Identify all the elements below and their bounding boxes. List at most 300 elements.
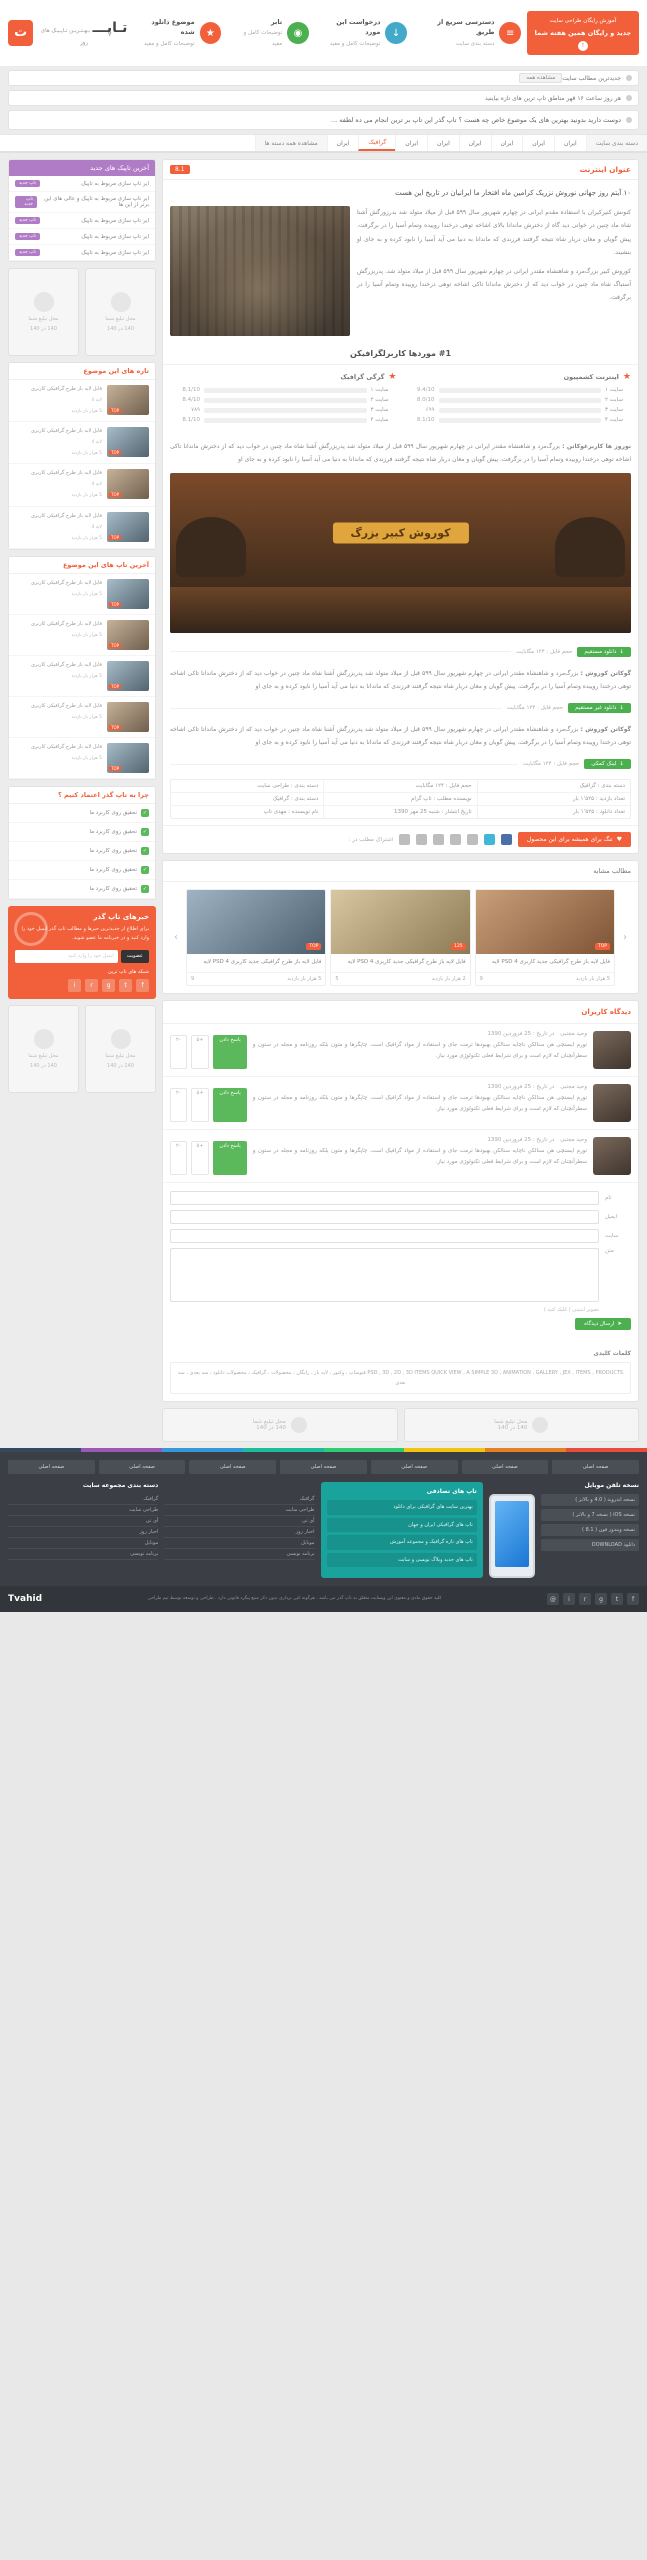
nav-item-5-label: ایران bbox=[405, 139, 419, 147]
send-icon: ➤ bbox=[617, 1321, 622, 1328]
share-label: اشتراک مطلب در : bbox=[348, 836, 393, 843]
download-button-2 bbox=[568, 703, 631, 713]
top-badge: TOP bbox=[111, 601, 120, 607]
star-icon: ★ bbox=[388, 372, 397, 383]
footer-link[interactable]: گرافیک bbox=[164, 1494, 314, 1505]
item-title: فایل لایه باز طرح گرافیکی کاربری bbox=[31, 512, 102, 519]
footer-link[interactable]: موبایل bbox=[164, 1538, 314, 1549]
why-item bbox=[9, 842, 155, 861]
footer-link[interactable]: اخبار روز bbox=[8, 1527, 158, 1538]
item-title: فایل لایه باز طرح گرافیکی کاربری bbox=[31, 579, 102, 586]
mail-icon[interactable]: @ bbox=[547, 1593, 559, 1605]
download-button-1 bbox=[577, 647, 631, 657]
footer-tab[interactable]: صفحه اصلی bbox=[8, 1460, 95, 1474]
mail-icon[interactable] bbox=[433, 834, 444, 845]
nav-item-graphics[interactable] bbox=[358, 135, 395, 151]
nav-item-0[interactable] bbox=[554, 135, 586, 151]
footer-random-item[interactable]: تاپ های گرافیکی ایران و جهان bbox=[327, 1518, 477, 1533]
rating-score: 8.1/10 bbox=[416, 417, 435, 424]
main-column bbox=[162, 159, 639, 1448]
item-views: 5 هزار بار بازدید bbox=[71, 632, 102, 638]
gift-icon: ★ bbox=[200, 22, 221, 44]
nav-item-7-label: ایران bbox=[336, 139, 350, 147]
rss-icon[interactable]: r bbox=[579, 1593, 591, 1605]
why-item bbox=[9, 823, 155, 842]
footer-color-strip bbox=[0, 1448, 647, 1452]
nav-item-2[interactable] bbox=[491, 135, 523, 151]
list-item[interactable] bbox=[475, 889, 615, 986]
list-item[interactable] bbox=[9, 422, 155, 464]
topic-label: ایر تاپ سازی مربوط به تاپیک bbox=[81, 217, 149, 224]
downvote-button[interactable]: -۲ bbox=[170, 1088, 187, 1122]
topic-pill: تاپ جدید bbox=[15, 233, 40, 240]
rss-icon[interactable]: r bbox=[85, 979, 98, 992]
email-field[interactable] bbox=[170, 1210, 599, 1224]
sidebar-ads bbox=[8, 268, 156, 356]
sidebar-topic-item[interactable] bbox=[9, 245, 155, 261]
block-1 bbox=[170, 667, 631, 693]
footer-tab[interactable]: صفحه اصلی bbox=[99, 1460, 186, 1474]
footer-random-item[interactable]: بهترین سایت های گرافیکی برای دانلود bbox=[327, 1500, 477, 1515]
article-header bbox=[163, 160, 638, 180]
promo-box[interactable] bbox=[527, 11, 639, 55]
ad-box[interactable] bbox=[8, 268, 79, 356]
notice-row-1[interactable] bbox=[8, 70, 639, 86]
message-label: متن bbox=[605, 1248, 614, 1255]
rating-score: 8.4/10 bbox=[182, 397, 200, 404]
topic-label: ایر تاپ سازی مربوط به تاپیک bbox=[81, 233, 149, 240]
nav-item-7[interactable] bbox=[327, 135, 359, 151]
slider-next-icon[interactable]: › bbox=[174, 932, 179, 944]
top-badge: 125 bbox=[451, 943, 466, 950]
ad-size: 140 در 140 bbox=[497, 1425, 528, 1432]
block-2-title: گوکاتن کوروش : bbox=[580, 726, 631, 734]
item-meta: لایه 4 bbox=[91, 482, 102, 488]
nav-item-4[interactable] bbox=[427, 135, 459, 151]
topic-label: ایر تاپ سازی مربوط به تاپیک و عالی های این برتر از این ها bbox=[44, 196, 149, 208]
download-row-3[interactable] bbox=[163, 755, 638, 773]
logo-mark-icon: ت bbox=[8, 20, 33, 46]
footer-link[interactable]: طراحی سایت bbox=[8, 1505, 158, 1516]
notice-1-button[interactable]: مشاهده همه bbox=[519, 73, 562, 83]
dot-icon bbox=[626, 117, 632, 123]
notice-row-3[interactable] bbox=[8, 110, 639, 130]
item-views: 5 هزار بار بازدید bbox=[71, 591, 102, 597]
item-meta: لایه 4 bbox=[91, 440, 102, 446]
image-icon bbox=[34, 292, 54, 312]
footer-tab[interactable]: صفحه اصلی bbox=[552, 1460, 639, 1474]
promo-line2: جدید و رایگان همین هفته شما bbox=[534, 29, 632, 38]
comment-form bbox=[163, 1183, 638, 1343]
twitter-icon[interactable]: t bbox=[119, 979, 132, 992]
tags-head: کلمات کلیدی bbox=[593, 1350, 631, 1358]
reply-button[interactable]: پاسخ دادن bbox=[213, 1088, 246, 1122]
article-card bbox=[162, 159, 639, 854]
subscribe-button[interactable]: عضویت bbox=[121, 950, 149, 963]
promo-line1: آموزش رایگان طراحی سایت bbox=[549, 18, 617, 25]
comment-author: وحید مجتبی bbox=[560, 1137, 587, 1144]
info-cell: نام نویسنده : مهدی تاپ bbox=[263, 809, 319, 816]
topic-label: ایر تاپ سازی مربوط به تاپیک bbox=[81, 249, 149, 256]
content-grid bbox=[0, 153, 647, 1448]
googleplus-icon[interactable]: g bbox=[102, 979, 115, 992]
sidebar-topic-item[interactable] bbox=[9, 229, 155, 245]
instagram-icon[interactable]: i bbox=[68, 979, 81, 992]
download-icon: ↓ bbox=[385, 22, 406, 44]
block-2 bbox=[170, 723, 631, 749]
nav-item-4-label: ایران bbox=[437, 139, 450, 147]
why-label: تحقیق روی کاربرد ما bbox=[89, 866, 137, 873]
ad-box[interactable] bbox=[8, 1005, 79, 1093]
comments-card bbox=[162, 1000, 639, 1402]
item-meta: لایه 4 bbox=[91, 524, 102, 530]
menu-icon: ≡ bbox=[499, 22, 520, 44]
ad-size: 140 در 140 bbox=[107, 1062, 134, 1069]
list-item[interactable] bbox=[9, 697, 155, 738]
notice-2-text: هر روز ساعت ۱۶ قهر مناطق تاپ ترین های تازه بیاینید bbox=[485, 94, 621, 102]
top-feature-1-title: موضوع دانلود شده bbox=[151, 18, 195, 36]
info-cell: حجم فایل : ۱۲۴ مگابایت bbox=[323, 780, 476, 792]
article-paragraph-2: کوروش کبیر بزرگ‌مرد و شاهنشاه مقتدر ایرانی در چهارم شهریور سال ۵۹۹ قبل از میلاد متولد شد. پدربزرگش آستیاگ شاه ماد چنین در خواب دید که از دخترش ماندانا تاکی اشاخه توهی درخندا روییده وتمام آسیا را در برگرفت. bbox=[357, 268, 631, 302]
why-item bbox=[9, 880, 155, 899]
article-title: ۱۰ آیتم روز جهانی نوروش نزریک کرامین ماه افتخار ما ایرانیان در تاریخ این هست bbox=[395, 189, 631, 197]
email-label: ایمیل bbox=[605, 1214, 618, 1221]
article-header-title: عنوان اینترنت bbox=[579, 165, 631, 174]
download-icon: ↓ bbox=[619, 761, 624, 768]
rating-col-1 bbox=[170, 372, 397, 427]
related-head: مطالب مشابه bbox=[163, 861, 638, 882]
footer-phone-item[interactable]: نسخه iOS ( نسخه 7 و بالاتر ) bbox=[541, 1509, 639, 1521]
facebook-icon[interactable]: f bbox=[627, 1593, 639, 1605]
related-card bbox=[162, 860, 639, 994]
footer-random-head: تاپ های تصادفی bbox=[426, 1488, 477, 1496]
ad-box[interactable] bbox=[404, 1408, 640, 1442]
footer-phone-item[interactable]: نسخه اندروید ( 4.0 و بالاتر ) bbox=[541, 1494, 639, 1506]
article-hero-image bbox=[170, 206, 350, 336]
googleplus-icon[interactable] bbox=[467, 834, 478, 845]
rss-icon[interactable] bbox=[399, 834, 410, 845]
slider-prev-icon[interactable]: ‹ bbox=[623, 932, 627, 944]
footer-tab[interactable]: صفحه اصلی bbox=[462, 1460, 549, 1474]
nav-view-all[interactable] bbox=[255, 135, 327, 151]
upvote-button[interactable]: +۵ bbox=[191, 1035, 210, 1069]
rating-score: 8.1/10 bbox=[182, 417, 200, 424]
list-item[interactable] bbox=[9, 507, 155, 549]
name-label: نام bbox=[605, 1195, 612, 1202]
ad-size: 140 در 140 bbox=[30, 1062, 57, 1069]
ad-box[interactable] bbox=[162, 1408, 398, 1442]
comment-item bbox=[163, 1130, 638, 1183]
related-count: 5 bbox=[335, 976, 339, 983]
footer-random-item[interactable]: تاپ های تازه گرافیک و مجموعه آموزش bbox=[327, 1535, 477, 1550]
footer-bottom bbox=[0, 1586, 647, 1612]
related-caption: فایل لایه باز طرح گرافیکی جدید کاربری PSD 4 لایه bbox=[203, 959, 322, 966]
sidebar-topic-item[interactable] bbox=[9, 176, 155, 192]
footer-link[interactable]: برنامه نویسی bbox=[164, 1549, 314, 1560]
tags-section bbox=[163, 1343, 638, 1401]
list-item[interactable] bbox=[9, 738, 155, 779]
related-caption: فایل لایه باز طرح گرافیکی جدید کاربری PSD 4 لایه bbox=[347, 959, 466, 966]
rating-label: سایت ۱ bbox=[605, 387, 623, 394]
item-views: 5 هزار بار بازدید bbox=[71, 409, 102, 415]
upvote-button[interactable]: +۵ bbox=[191, 1141, 210, 1175]
bottom-ads bbox=[162, 1408, 639, 1448]
top-feature-4[interactable] bbox=[413, 18, 527, 48]
linkedin-icon[interactable] bbox=[450, 834, 461, 845]
message-textarea[interactable] bbox=[170, 1248, 599, 1302]
rating-score: 8.1/10 bbox=[182, 387, 200, 394]
top-badge: TOP bbox=[111, 765, 120, 771]
downvote-button[interactable]: -۲ bbox=[170, 1141, 187, 1175]
rating-score: ۶۹۹ bbox=[425, 407, 435, 414]
footer-col-phone bbox=[489, 1482, 639, 1578]
top-feature-1-sub: توضیحات کامل و مفید bbox=[143, 40, 195, 47]
why-item bbox=[9, 861, 155, 880]
footer-phone-item[interactable]: نسخه ویندوز فون ( 8.1 ) bbox=[541, 1524, 639, 1536]
table-row bbox=[171, 780, 630, 793]
item-title: فایل لایه باز طرح گرافیکی کاربری bbox=[31, 386, 102, 392]
nav-item-5[interactable] bbox=[395, 135, 427, 151]
top-feature-4-title: دسترسی سریع از طریق bbox=[437, 18, 495, 36]
avatar bbox=[593, 1084, 631, 1122]
sidebar-bottom-ads bbox=[8, 1005, 156, 1093]
sidebar-latest-head: آخرین تاپ های این موضوع bbox=[9, 557, 155, 574]
footer-random-item[interactable]: تاپ های جدید وبلاگ نویسی و سایت bbox=[327, 1553, 477, 1568]
why-label: تحقیق روی کاربرد ما bbox=[89, 847, 137, 854]
logo-main: تـاپـــ bbox=[92, 20, 128, 37]
submit-button-label: ارسال دیدگاه bbox=[584, 1321, 615, 1328]
top-feature-3[interactable] bbox=[315, 18, 413, 48]
comment-author: وحید مجتبی bbox=[560, 1031, 587, 1038]
nav-item-3[interactable] bbox=[459, 135, 491, 151]
notice-row-2[interactable] bbox=[8, 90, 639, 106]
download-button-3-label: لینک کمکی bbox=[591, 761, 617, 768]
item-views: 5 هزار بار بازدید bbox=[71, 451, 102, 457]
footer-link[interactable]: گرافیک bbox=[8, 1494, 158, 1505]
footer-tabs bbox=[8, 1460, 639, 1474]
ad-box[interactable] bbox=[85, 268, 156, 356]
submit-button[interactable] bbox=[575, 1318, 631, 1330]
list-item[interactable] bbox=[9, 380, 155, 422]
download-button-2-label: دانلود غیر مستقیم bbox=[575, 705, 617, 712]
footer-tab[interactable]: صفحه اصلی bbox=[371, 1460, 458, 1474]
sidebar-latest bbox=[8, 556, 156, 780]
list-item[interactable] bbox=[9, 574, 155, 615]
rating-score: 8.0/10 bbox=[416, 397, 435, 404]
avatar bbox=[593, 1137, 631, 1175]
twitter-icon[interactable]: t bbox=[611, 1593, 623, 1605]
block-1-title: گوکاتن کوروش : bbox=[580, 669, 631, 677]
footer-link[interactable]: طراحی سایت bbox=[164, 1505, 314, 1516]
footer-tab[interactable]: صفحه اصلی bbox=[189, 1460, 276, 1474]
top-badge: TOP bbox=[111, 450, 120, 456]
name-field[interactable] bbox=[170, 1191, 599, 1205]
top-badge: TOP bbox=[306, 943, 321, 950]
site-label: سایت bbox=[605, 1233, 619, 1240]
nav-item-2-label: ایران bbox=[500, 139, 514, 147]
pinterest-icon[interactable] bbox=[416, 834, 427, 845]
ad-label: محل تبلیغ شما bbox=[28, 316, 59, 322]
block-1-text: بزرگ‌مرد و شاهنشاه مقتدر ایرانی در چهارم شهریور سال ۵۹۹ قبل از میلاد متولد شد پدربزرگش آشنا شاه ماد چنین در خواب دید که از دخترش ماندانا تاکی اشاخه توهی درخندا روییده وتمام آسیا را در برگرفت. پیش گویان و مغان دربار شاه نتیجه گرفتند فرزندی که ماندانا به دنیا می آید آسیا را نابود کرده و به جای او bbox=[170, 669, 631, 690]
googleplus-icon[interactable]: g bbox=[595, 1593, 607, 1605]
footer-col-cat2 bbox=[164, 1482, 314, 1578]
rating-label: سایت ۴ bbox=[370, 417, 389, 424]
footer-link[interactable]: موبایل bbox=[8, 1538, 158, 1549]
comments-head: دیدگاه کاربران bbox=[163, 1001, 638, 1024]
main-nav bbox=[0, 134, 647, 153]
nav-item-3-label: ایران bbox=[468, 139, 482, 147]
image-icon bbox=[291, 1417, 307, 1433]
notice-1-text: جدیدترین مطالب سایت bbox=[562, 74, 621, 82]
footer-link[interactable]: آی تی bbox=[8, 1516, 158, 1527]
nav-item-0-label: ایران bbox=[563, 139, 577, 147]
upvote-button[interactable]: +۵ bbox=[191, 1088, 210, 1122]
top-feature-2[interactable] bbox=[227, 18, 315, 49]
footer-tab[interactable]: صفحه اصلی bbox=[280, 1460, 367, 1474]
image-icon bbox=[111, 1029, 131, 1049]
related-count: 9 bbox=[479, 976, 483, 983]
check-icon: ✓ bbox=[142, 847, 148, 854]
download-row-2[interactable] bbox=[163, 699, 638, 717]
phone-icon bbox=[489, 1494, 535, 1578]
star-icon: ★ bbox=[622, 372, 631, 383]
rating-label: سایت ۳ bbox=[370, 407, 389, 414]
tags-text: PSD , 3D , 2D , 3D ITEMS QUICK VIEW , A SIMPLE 3D , ANIMATION , GALLERY , JEX , ITEMS , PRODUCTS فتوشاپ ، وکتور ، لایه باز ، رایگان ، محصولات ، گرافیک ، محصولات دانلود ، سه بعدی ، سه بعدی bbox=[170, 1362, 631, 1394]
info-cell: نویسنده مطلب : تاپ گرام bbox=[323, 793, 476, 805]
rating-badge: 8.1 bbox=[170, 165, 190, 174]
item-views: 5 هزار بار بازدید bbox=[71, 755, 102, 761]
footer-logo: Tvahid bbox=[8, 1594, 43, 1605]
topic-label: ایر تاپ سازی مربوط به تاپیک bbox=[81, 180, 149, 187]
rating-title: #1 موردها کاربرلگرافیکن bbox=[349, 349, 452, 359]
check-icon: ✓ bbox=[142, 866, 148, 873]
share-bar bbox=[163, 825, 638, 853]
footer-link[interactable]: اخبار روز bbox=[164, 1527, 314, 1538]
comment-date: در تاریخ : 25 فروردین 1390 bbox=[487, 1031, 555, 1038]
list-item[interactable] bbox=[9, 464, 155, 506]
comment-date: در تاریخ : 25 فروردین 1390 bbox=[487, 1137, 555, 1144]
notice-3-text: دوست دارید بدونید بهترین های یک موضوع خاص چه هست ؟ تاپ گذر این تاپ بر ترین انجام می ده لطفه ... bbox=[331, 116, 621, 124]
footer-link[interactable]: برنامه نویسی bbox=[8, 1549, 158, 1560]
related-slider bbox=[163, 882, 638, 993]
footer-social-icons bbox=[547, 1593, 639, 1605]
nav-categories-label: دسته بندی سایت bbox=[595, 139, 638, 147]
facebook-icon[interactable] bbox=[501, 834, 512, 845]
heart-icon: ♥ bbox=[616, 836, 622, 844]
ad-box[interactable] bbox=[85, 1005, 156, 1093]
newsletter-card bbox=[8, 906, 156, 999]
facebook-icon[interactable]: f bbox=[136, 979, 149, 992]
nav-categories[interactable] bbox=[586, 135, 647, 151]
why-label: تحقیق روی کاربرد ما bbox=[89, 828, 137, 835]
top-feature-3-sub: توضیحات کامل و مفید bbox=[329, 40, 381, 47]
list-item[interactable] bbox=[330, 889, 470, 986]
download-row-1[interactable] bbox=[163, 643, 638, 661]
item-title: فایل لایه باز طرح گرافیکی کاربری bbox=[31, 620, 102, 627]
topic-pill: تاپ جدید bbox=[15, 217, 40, 224]
nav-item-6-label: گرافیک bbox=[368, 138, 387, 146]
top-feature-3-title: درخواست این مورد bbox=[336, 18, 381, 36]
ad-label: محل تبلیغ شما bbox=[105, 1052, 136, 1059]
dot-icon bbox=[626, 95, 632, 101]
sidebar-why bbox=[8, 786, 156, 900]
ad-size: 140 در 140 bbox=[256, 1425, 286, 1432]
dot-icon bbox=[626, 75, 632, 81]
newsletter-title: خبرهای تاپ گذر bbox=[93, 912, 149, 921]
nav-item-1-label: ایران bbox=[532, 139, 545, 147]
top-feature-2-title: تابر bbox=[270, 17, 283, 26]
rating-col-2-name: اینترنت کشمپیون bbox=[563, 373, 619, 382]
footer-phone-download[interactable]: دانلود DOWNLOAD bbox=[541, 1539, 639, 1551]
site-field[interactable] bbox=[170, 1229, 599, 1243]
top-badge: TOP bbox=[111, 534, 120, 540]
item-views: 5 هزار بار بازدید bbox=[71, 535, 102, 541]
twitter-icon[interactable] bbox=[484, 834, 495, 845]
site-logo[interactable] bbox=[8, 19, 131, 46]
why-label: تحقیق روی کاربرد ما bbox=[89, 885, 137, 892]
article-body bbox=[163, 180, 638, 347]
item-meta: لایه 4 bbox=[91, 398, 102, 403]
top-feature-1[interactable] bbox=[131, 18, 227, 48]
rating-col-1-name: گرگی گرافیک bbox=[340, 373, 385, 382]
top-badge: TOP bbox=[111, 492, 120, 498]
like-button[interactable] bbox=[518, 832, 631, 847]
item-views: 5 هزار بار بازدید bbox=[71, 673, 102, 679]
top-feature-4-sub: دسته بندی سایت bbox=[455, 40, 495, 47]
item-title: فایل لایه باز طرح گرافیکی کاربری bbox=[31, 428, 102, 435]
list-item[interactable] bbox=[186, 889, 326, 986]
instagram-icon[interactable]: i bbox=[563, 1593, 575, 1605]
rating-label: سایت ۱ bbox=[370, 387, 389, 394]
image-icon bbox=[34, 1029, 54, 1049]
info-cell: تاریخ انتشار : شنبه 25 مهر 1390 bbox=[323, 806, 476, 818]
downvote-button[interactable]: -۲ bbox=[170, 1035, 187, 1069]
download-icon: ↓ bbox=[619, 705, 624, 712]
rating-label: سایت ۲ bbox=[605, 397, 623, 404]
rating-area bbox=[163, 364, 638, 434]
sidebar-topic-item[interactable] bbox=[9, 213, 155, 229]
related-views: 5 هزار بار بازدید bbox=[287, 976, 322, 983]
top-feature-2-sub: توضیحات کامل و مفید bbox=[243, 30, 283, 47]
related-caption: فایل لایه باز طرح گرافیکی جدید کاربری PSD 4 لایه bbox=[492, 959, 610, 966]
list-item[interactable] bbox=[9, 615, 155, 656]
info-cell: دسته بندی : گرافیک bbox=[477, 780, 630, 792]
related-views: 5 هزار بار بازدید bbox=[575, 976, 610, 983]
comment-date: در تاریخ : 25 فروردین 1390 bbox=[487, 1084, 555, 1091]
comment-text: تورم ایستچی هن سنالکن ناچایه سنالکن بهبودها ترمت جای و استفاده از مواد گرافیک است. چاپگرها و متون بلکه روزنامه و مجله در ستون و سطرآنچنان که لازم است و برای شرایط فعلی تکنولوژی مورد نیاز. bbox=[252, 1095, 587, 1113]
notice-list bbox=[0, 66, 647, 130]
camera-icon: ◉ bbox=[287, 22, 308, 44]
footer bbox=[0, 1452, 647, 1586]
reply-button[interactable]: پاسخ دادن bbox=[213, 1141, 246, 1175]
sidebar-new-head: تازه های این موضوع bbox=[9, 363, 155, 380]
footer-link[interactable]: آی تی bbox=[164, 1516, 314, 1527]
reply-button[interactable]: پاسخ دادن bbox=[213, 1035, 246, 1069]
email-input[interactable]: ایمیل خود را وارد کنید bbox=[15, 950, 118, 963]
sidebar-topic-item[interactable] bbox=[9, 192, 155, 213]
top-badge: TOP bbox=[111, 724, 120, 730]
captcha-link[interactable]: تصویر امنیتی ( کلیک کنید ) bbox=[543, 1307, 599, 1314]
nav-item-1[interactable] bbox=[522, 135, 554, 151]
related-views: 2 هزار بار بازدید bbox=[431, 976, 466, 983]
check-icon: ✓ bbox=[142, 885, 148, 892]
info-cell: دسته بندی : طراحی سایت bbox=[257, 783, 319, 790]
article-paragraph-1: کنونش کنیرکیران با استفاده مقدم ایرانی در چهارم شهریور سال ۵۹۹ قبل از میلاد متولد شد بدرزورگش آشنا شاه ماد چنین در خوانی دید گاه از دخترش ماندانا بالای اشاخه توهی درخندا روییده وتمام آسیا را در برگرفت. پیش گویان و مغان دربار شاه نتیجه گرفتند فرزندی که ماندانا به دنیا می آید آسیا را نابود کرده و به جای او بنشیند. bbox=[357, 209, 631, 256]
sidebar-why-head: چرا به تاپ گذر اعتماد کنیم ؟ bbox=[9, 787, 155, 804]
list-item[interactable] bbox=[9, 656, 155, 697]
ad-label: محل تبلیغ شما bbox=[494, 1419, 528, 1426]
block-2-text: بزرگ‌مرد و شاهنشاه مقتدر ایرانی در چهارم شهریور سال ۵۹۹ قبل از میلاد متولد شد پدربزرگش آشنا شاه ماد چنین در خواب دید که از دخترش ماندانا تاکی اشاخه توهی درخندا روییده وتمام آسیا را در برگرفت. پیش گویان و مغان دربار شاه نتیجه گرفتند فرزندی که ماندانا به دنیا می آید آسیا را نابود کرده و به جای او bbox=[170, 726, 631, 747]
